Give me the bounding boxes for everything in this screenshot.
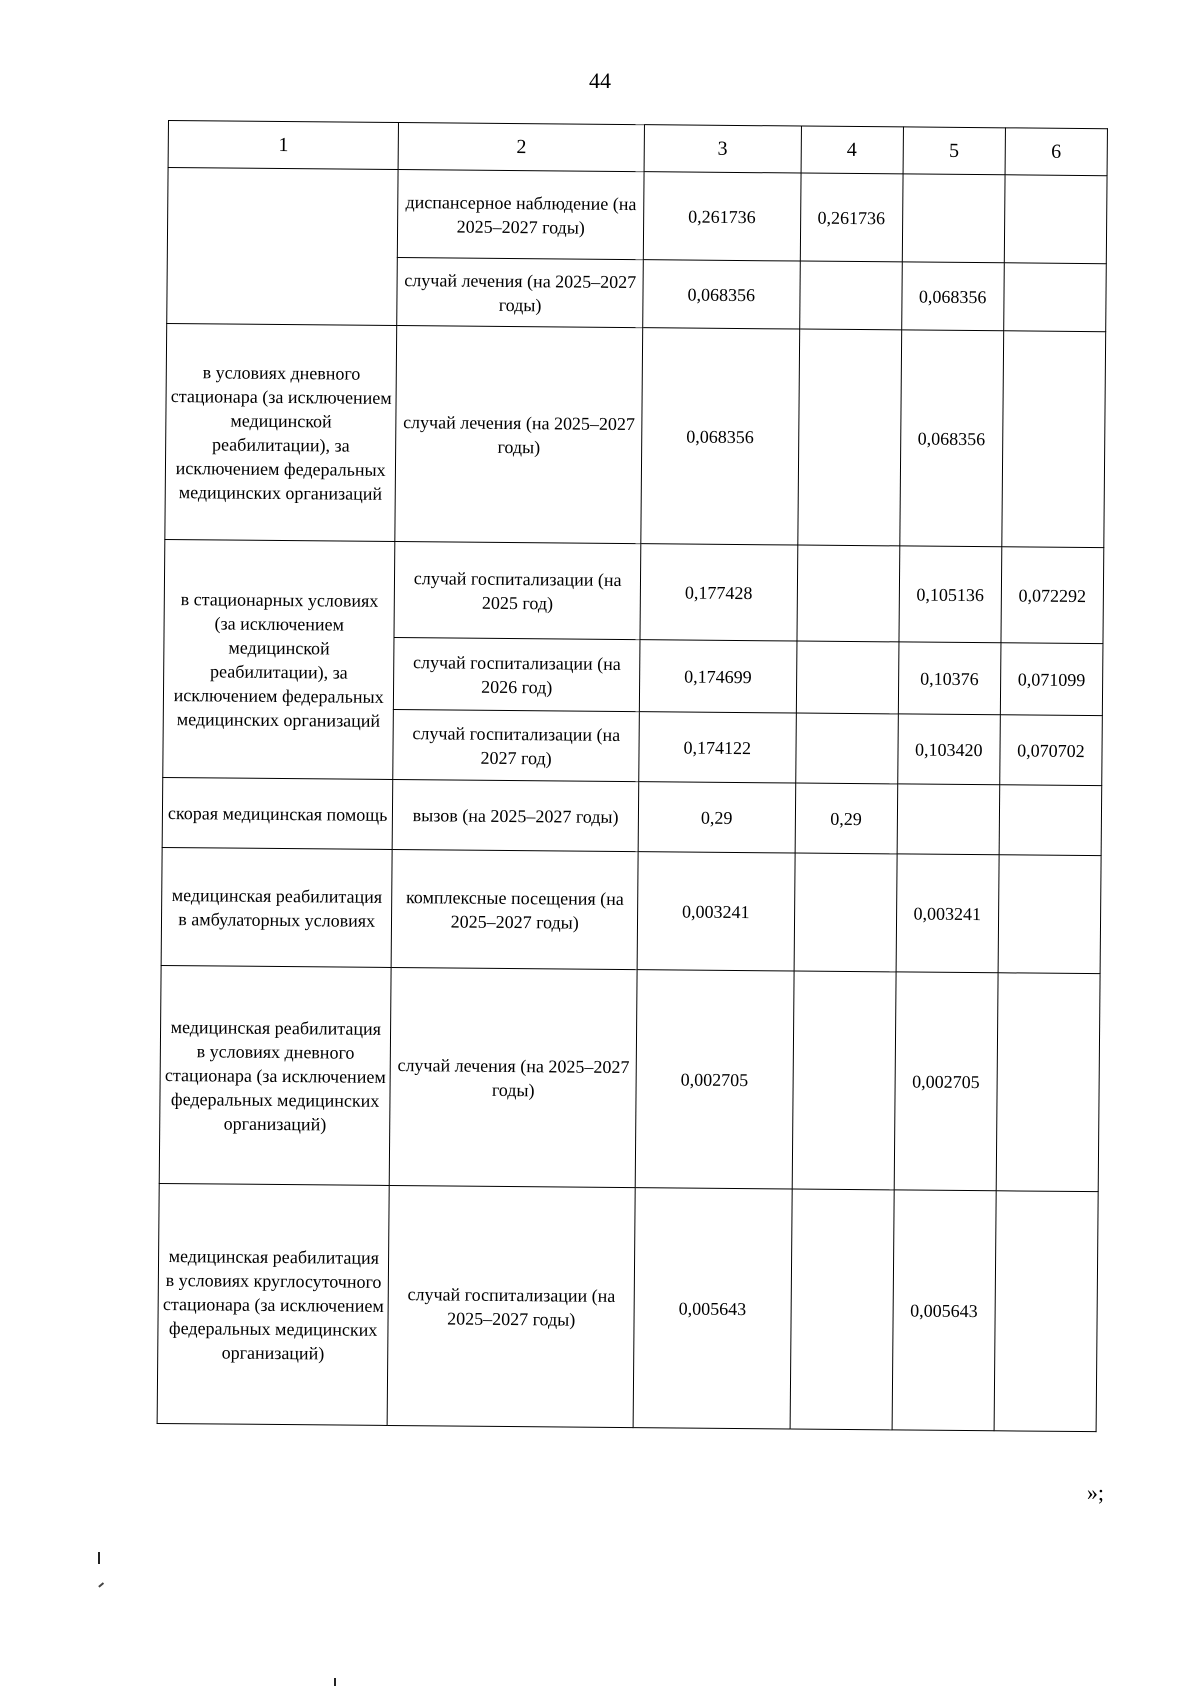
table-cell: 0,002705 [635,970,793,1189]
table-cell: вызов (на 2025–2027 годы) [393,779,639,851]
table-cell: комплексные посещения (на 2025–2027 годы) [392,849,639,969]
table-cell: медицинская реабилитация в условиях круглосуточного стационара (за исключением федеральных медицинских организаций) [157,1183,389,1425]
table-cell [998,855,1101,974]
column-header: 2 [398,123,644,172]
table-cell: 0,071099 [1000,643,1103,716]
table-cell [796,545,899,642]
data-table [157,120,1108,1432]
table-cell: 0,068356 [643,260,800,329]
table-cell: 0,072292 [1001,547,1104,644]
table-cell: 0,005643 [633,1188,792,1429]
table-cell [1004,263,1107,332]
scan-mark [334,1678,336,1686]
table-row [165,323,1106,547]
table-cell [797,329,901,546]
closing-quote-mark: »; [1086,1480,1104,1505]
table-cell [799,261,902,330]
table-cell: 0,10376 [898,642,1001,715]
column-header: 5 [903,127,1006,175]
table-cell: 0,174122 [639,712,796,783]
column-header: 1 [168,121,399,170]
table-row [162,777,1102,855]
table-cell: случай госпитализации (на 2025 год) [394,541,640,639]
table-cell [994,1191,1098,1432]
table-header-row [168,121,1107,176]
table-cell: 0,070702 [1000,715,1103,786]
table-cell [795,713,898,784]
scan-mark [98,1552,100,1564]
scan-mark [98,1582,104,1587]
table-cell-empty [167,168,399,326]
table-cell: 0,261736 [800,173,903,262]
table-cell: диспансерное наблюдение (на 2025–2027 годы) [398,170,644,260]
table-cell [902,174,1005,263]
table-cell [1002,331,1106,548]
table-cell: 0,003241 [896,854,999,973]
table-cell: в стационарных условиях (за исключением медицинской реабилитации), за исключением федеральных медицинских организаций [163,539,395,779]
table-cell: 0,003241 [637,852,795,971]
table-cell: 0,29 [795,783,898,854]
table-cell: 0,29 [638,782,795,853]
table-row [161,847,1101,973]
table-cell [796,641,899,714]
table-cell: случай лечения (на 2025–2027 годы) [390,967,638,1187]
table-cell: 0,068356 [901,262,1004,331]
table-cell: случай госпитализации (на 2025–2027 годы) [388,1185,636,1427]
table-row [159,965,1100,1191]
table-cell [999,785,1102,856]
table-cell: скорая медицинская помощь [162,777,393,849]
table-row [167,168,1107,264]
table-cell: 0,174699 [639,640,796,713]
table-cell: 0,005643 [892,1190,996,1431]
table-cell: медицинская реабилитация в условиях дневного стационара (за исключением федеральных медицинских организаций) [159,965,391,1185]
table-cell: 0,002705 [894,972,998,1191]
table-cell [1004,175,1107,264]
column-header: 3 [644,125,801,173]
table-row [157,1183,1098,1431]
column-header: 4 [801,126,904,174]
table-cell: 0,105136 [899,546,1002,643]
table-cell: 0,068356 [899,330,1003,547]
table-cell [897,784,1000,855]
table-cell: медицинская реабилитация в амбулаторных условиях [161,847,392,967]
table-cell: 0,177428 [640,544,797,641]
table-cell: случай госпитализации (на 2027 год) [393,709,639,781]
column-header: 6 [1005,128,1108,176]
table-cell [996,973,1100,1192]
page-number: 44 [589,68,611,93]
table-cell: 0,261736 [643,172,800,261]
table-row [164,539,1104,643]
table-cell: 0,103420 [897,714,1000,785]
table-cell: 0,068356 [641,328,799,545]
table-cell [790,1189,894,1430]
table-cell [794,853,897,972]
table-cell: случай госпитализации (на 2026 год) [394,637,640,711]
table-cell [792,971,896,1190]
table-cell: в условиях дневного стационара (за исключением медицинской реабилитации), за исключением федеральных медицинских организаций [165,323,397,541]
table-cell: случай лечения (на 2025–2027 годы) [395,326,642,544]
table-cell: случай лечения (на 2025–2027 годы) [397,258,643,328]
